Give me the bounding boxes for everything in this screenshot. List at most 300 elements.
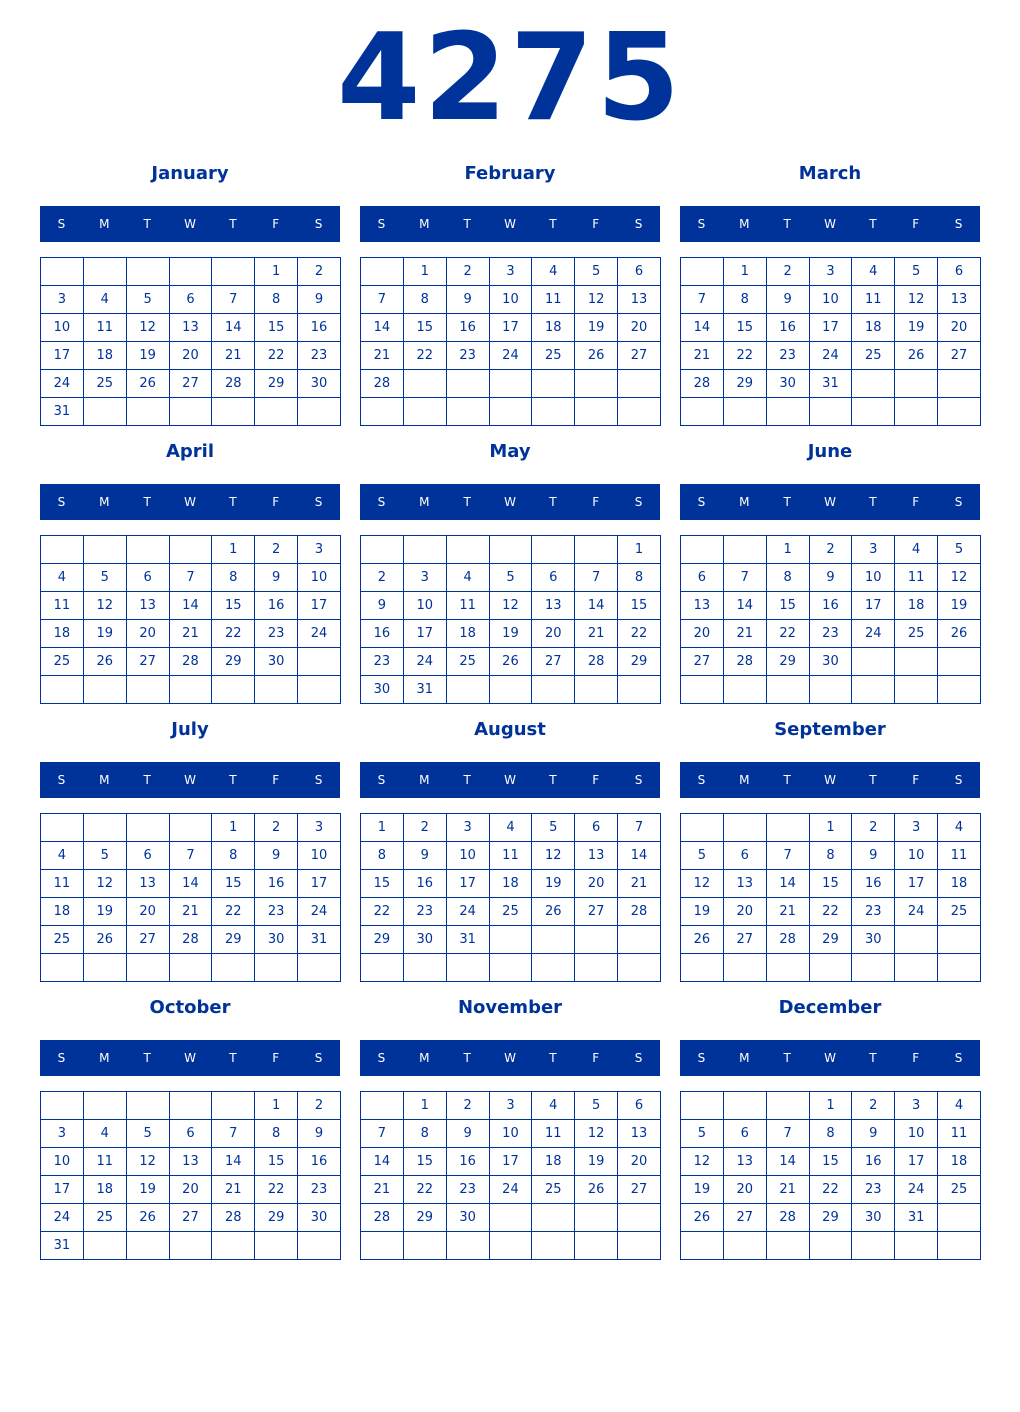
month-july bbox=[40, 716, 340, 986]
week-row bbox=[361, 1204, 661, 1232]
day-cell: 8 bbox=[255, 1120, 298, 1148]
weekday-header bbox=[360, 1040, 660, 1076]
day-grid bbox=[680, 257, 981, 426]
week-row bbox=[41, 1232, 341, 1260]
empty-cell bbox=[83, 954, 126, 982]
weekday-label: S bbox=[377, 495, 386, 509]
day-cell: 22 bbox=[255, 342, 298, 370]
empty-cell bbox=[403, 536, 446, 564]
day-cell: 11 bbox=[83, 1148, 126, 1176]
month-name: February bbox=[464, 163, 556, 184]
weekday-label: T bbox=[549, 1051, 557, 1065]
empty-cell bbox=[212, 1232, 255, 1260]
day-cell: 26 bbox=[83, 648, 126, 676]
weekday-label: T bbox=[229, 217, 237, 231]
weekday-label: S bbox=[634, 1051, 643, 1065]
day-cell: 27 bbox=[723, 926, 766, 954]
day-cell: 29 bbox=[766, 648, 809, 676]
weekday-label: S bbox=[377, 217, 386, 231]
day-cell: 12 bbox=[938, 564, 981, 592]
weekday-label: S bbox=[57, 217, 66, 231]
weekday-header bbox=[40, 762, 340, 798]
day-cell: 29 bbox=[403, 1204, 446, 1232]
month-name: December bbox=[778, 997, 882, 1018]
week-row bbox=[41, 564, 341, 592]
day-cell: 6 bbox=[723, 1120, 766, 1148]
day-cell: 30 bbox=[255, 648, 298, 676]
day-cell: 13 bbox=[618, 1120, 661, 1148]
day-cell: 28 bbox=[361, 370, 404, 398]
day-cell: 14 bbox=[169, 592, 212, 620]
empty-cell bbox=[169, 814, 212, 842]
month-name: September bbox=[774, 719, 886, 740]
week-row bbox=[681, 1176, 981, 1204]
day-cell: 6 bbox=[575, 814, 618, 842]
week-row bbox=[361, 898, 661, 926]
day-cell: 19 bbox=[126, 342, 169, 370]
day-cell: 13 bbox=[938, 286, 981, 314]
day-cell: 14 bbox=[169, 870, 212, 898]
day-cell: 10 bbox=[895, 1120, 938, 1148]
day-cell: 10 bbox=[403, 592, 446, 620]
week-row bbox=[681, 342, 981, 370]
empty-cell bbox=[169, 676, 212, 704]
empty-cell bbox=[403, 370, 446, 398]
day-cell: 27 bbox=[618, 1176, 661, 1204]
week-row bbox=[41, 620, 341, 648]
weekday-header bbox=[360, 206, 660, 242]
weekday-label: F bbox=[272, 495, 280, 509]
day-cell: 9 bbox=[255, 842, 298, 870]
day-cell: 16 bbox=[766, 314, 809, 342]
empty-cell bbox=[169, 536, 212, 564]
week-row bbox=[361, 1092, 661, 1120]
empty-cell bbox=[83, 258, 126, 286]
weekday-label: T bbox=[869, 217, 877, 231]
week-row bbox=[361, 286, 661, 314]
day-cell: 15 bbox=[361, 870, 404, 898]
day-cell: 16 bbox=[446, 314, 489, 342]
weekday-label: T bbox=[463, 217, 471, 231]
day-cell: 12 bbox=[532, 842, 575, 870]
day-cell: 20 bbox=[169, 1176, 212, 1204]
week-row bbox=[361, 926, 661, 954]
day-cell: 26 bbox=[126, 1204, 169, 1232]
week-row bbox=[41, 1204, 341, 1232]
day-cell: 27 bbox=[938, 342, 981, 370]
week-row bbox=[681, 1092, 981, 1120]
day-cell: 9 bbox=[852, 1120, 895, 1148]
day-cell: 9 bbox=[403, 842, 446, 870]
day-cell: 6 bbox=[618, 1092, 661, 1120]
week-row bbox=[681, 620, 981, 648]
day-cell: 30 bbox=[298, 1204, 341, 1232]
weekday-label: T bbox=[143, 1051, 151, 1065]
day-cell: 8 bbox=[403, 1120, 446, 1148]
empty-cell bbox=[83, 536, 126, 564]
day-cell: 10 bbox=[895, 842, 938, 870]
day-cell: 17 bbox=[489, 1148, 532, 1176]
weekday-label: S bbox=[377, 773, 386, 787]
day-cell: 31 bbox=[809, 370, 852, 398]
weekday-label: T bbox=[463, 495, 471, 509]
month-name: April bbox=[165, 441, 215, 462]
day-cell: 26 bbox=[681, 926, 724, 954]
day-grid bbox=[680, 813, 981, 982]
weekday-label: T bbox=[549, 773, 557, 787]
weekday-label: W bbox=[504, 773, 516, 787]
day-cell: 6 bbox=[618, 258, 661, 286]
weekday-header bbox=[680, 206, 980, 242]
weekday-label: T bbox=[229, 773, 237, 787]
day-cell: 12 bbox=[489, 592, 532, 620]
empty-cell bbox=[681, 398, 724, 426]
weekday-label: S bbox=[57, 1051, 66, 1065]
day-cell: 21 bbox=[681, 342, 724, 370]
month-february bbox=[360, 160, 660, 430]
day-cell: 24 bbox=[852, 620, 895, 648]
empty-cell bbox=[575, 1232, 618, 1260]
day-cell: 9 bbox=[852, 842, 895, 870]
weekday-label: F bbox=[592, 1051, 600, 1065]
day-cell: 30 bbox=[766, 370, 809, 398]
day-cell: 20 bbox=[126, 620, 169, 648]
day-cell: 16 bbox=[446, 1148, 489, 1176]
day-cell: 24 bbox=[446, 898, 489, 926]
day-cell: 14 bbox=[361, 314, 404, 342]
month-june bbox=[680, 438, 980, 708]
empty-cell bbox=[403, 954, 446, 982]
day-grid bbox=[360, 535, 661, 704]
day-cell: 29 bbox=[618, 648, 661, 676]
empty-cell bbox=[618, 1204, 661, 1232]
day-cell: 12 bbox=[126, 314, 169, 342]
weekday-label: S bbox=[954, 495, 963, 509]
day-cell: 3 bbox=[489, 1092, 532, 1120]
day-cell: 19 bbox=[575, 314, 618, 342]
empty-cell bbox=[446, 1232, 489, 1260]
week-row bbox=[41, 370, 341, 398]
weekday-label: F bbox=[912, 773, 920, 787]
empty-cell bbox=[681, 814, 724, 842]
day-cell: 18 bbox=[532, 1148, 575, 1176]
day-cell: 7 bbox=[766, 1120, 809, 1148]
empty-cell bbox=[255, 954, 298, 982]
day-cell: 12 bbox=[83, 870, 126, 898]
empty-cell bbox=[446, 536, 489, 564]
day-grid bbox=[360, 1091, 661, 1260]
day-cell: 12 bbox=[83, 592, 126, 620]
empty-cell bbox=[895, 1232, 938, 1260]
empty-cell bbox=[618, 926, 661, 954]
weekday-label: T bbox=[143, 773, 151, 787]
day-cell: 13 bbox=[618, 286, 661, 314]
day-cell: 13 bbox=[723, 870, 766, 898]
empty-cell bbox=[618, 1232, 661, 1260]
day-cell: 23 bbox=[403, 898, 446, 926]
day-cell: 7 bbox=[169, 564, 212, 592]
day-cell: 15 bbox=[809, 1148, 852, 1176]
day-cell: 23 bbox=[255, 898, 298, 926]
day-cell: 13 bbox=[126, 870, 169, 898]
day-cell: 28 bbox=[169, 648, 212, 676]
week-row bbox=[41, 954, 341, 982]
empty-cell bbox=[446, 954, 489, 982]
day-cell: 5 bbox=[681, 842, 724, 870]
day-cell: 2 bbox=[403, 814, 446, 842]
day-cell: 30 bbox=[403, 926, 446, 954]
day-cell: 18 bbox=[83, 342, 126, 370]
day-cell: 27 bbox=[575, 898, 618, 926]
empty-cell bbox=[766, 814, 809, 842]
empty-cell bbox=[361, 398, 404, 426]
empty-cell bbox=[126, 1092, 169, 1120]
day-cell: 3 bbox=[852, 536, 895, 564]
day-cell: 4 bbox=[938, 1092, 981, 1120]
day-cell: 31 bbox=[403, 676, 446, 704]
day-cell: 1 bbox=[723, 258, 766, 286]
weekday-label: S bbox=[377, 1051, 386, 1065]
weekday-label: W bbox=[824, 217, 836, 231]
empty-cell bbox=[489, 1204, 532, 1232]
day-cell: 21 bbox=[723, 620, 766, 648]
weekday-label: S bbox=[314, 1051, 323, 1065]
empty-cell bbox=[938, 1204, 981, 1232]
empty-cell bbox=[126, 1232, 169, 1260]
empty-cell bbox=[298, 648, 341, 676]
empty-cell bbox=[895, 926, 938, 954]
day-cell: 3 bbox=[403, 564, 446, 592]
day-cell: 22 bbox=[403, 1176, 446, 1204]
day-cell: 1 bbox=[618, 536, 661, 564]
day-cell: 23 bbox=[852, 898, 895, 926]
day-cell: 29 bbox=[809, 926, 852, 954]
empty-cell bbox=[681, 1092, 724, 1120]
week-row bbox=[361, 676, 661, 704]
week-row bbox=[361, 536, 661, 564]
weekday-label: M bbox=[739, 1051, 750, 1065]
day-cell: 23 bbox=[361, 648, 404, 676]
weekday-label: M bbox=[99, 217, 110, 231]
day-cell: 7 bbox=[575, 564, 618, 592]
day-cell: 16 bbox=[403, 870, 446, 898]
day-cell: 10 bbox=[852, 564, 895, 592]
day-cell: 11 bbox=[852, 286, 895, 314]
day-cell: 22 bbox=[212, 898, 255, 926]
day-cell: 20 bbox=[575, 870, 618, 898]
empty-cell bbox=[169, 1092, 212, 1120]
day-grid bbox=[680, 1091, 981, 1260]
week-row bbox=[361, 258, 661, 286]
weekday-label: F bbox=[592, 773, 600, 787]
week-row bbox=[41, 814, 341, 842]
weekday-label: F bbox=[592, 217, 600, 231]
weekday-label: S bbox=[314, 217, 323, 231]
day-cell: 23 bbox=[852, 1176, 895, 1204]
empty-cell bbox=[298, 676, 341, 704]
day-cell: 17 bbox=[298, 592, 341, 620]
month-november bbox=[360, 994, 660, 1264]
day-cell: 10 bbox=[41, 314, 84, 342]
empty-cell bbox=[361, 258, 404, 286]
empty-cell bbox=[852, 1232, 895, 1260]
week-row bbox=[41, 536, 341, 564]
week-row bbox=[681, 314, 981, 342]
day-cell: 18 bbox=[895, 592, 938, 620]
day-cell: 18 bbox=[446, 620, 489, 648]
month-august bbox=[360, 716, 660, 986]
day-cell: 18 bbox=[489, 870, 532, 898]
day-cell: 17 bbox=[41, 342, 84, 370]
day-cell: 9 bbox=[361, 592, 404, 620]
day-cell: 28 bbox=[212, 370, 255, 398]
month-name: August bbox=[474, 719, 546, 740]
day-cell: 22 bbox=[403, 342, 446, 370]
day-cell: 5 bbox=[83, 842, 126, 870]
day-cell: 18 bbox=[938, 870, 981, 898]
empty-cell bbox=[126, 676, 169, 704]
month-december bbox=[680, 994, 980, 1264]
month-march bbox=[680, 160, 980, 430]
day-cell: 8 bbox=[255, 286, 298, 314]
empty-cell bbox=[169, 258, 212, 286]
day-cell: 23 bbox=[446, 1176, 489, 1204]
weekday-header bbox=[360, 762, 660, 798]
week-row bbox=[361, 954, 661, 982]
day-cell: 2 bbox=[766, 258, 809, 286]
day-grid bbox=[40, 535, 341, 704]
day-cell: 30 bbox=[361, 676, 404, 704]
day-cell: 4 bbox=[532, 1092, 575, 1120]
weekday-label: S bbox=[954, 217, 963, 231]
week-row bbox=[361, 398, 661, 426]
day-cell: 25 bbox=[83, 370, 126, 398]
day-cell: 28 bbox=[766, 1204, 809, 1232]
month-name: July bbox=[171, 719, 209, 740]
week-row bbox=[681, 370, 981, 398]
day-cell: 12 bbox=[126, 1148, 169, 1176]
day-cell: 7 bbox=[361, 1120, 404, 1148]
week-row bbox=[361, 842, 661, 870]
day-cell: 20 bbox=[938, 314, 981, 342]
day-cell: 8 bbox=[809, 842, 852, 870]
day-cell: 21 bbox=[766, 898, 809, 926]
week-row bbox=[41, 1120, 341, 1148]
empty-cell bbox=[212, 398, 255, 426]
day-cell: 14 bbox=[618, 842, 661, 870]
day-cell: 5 bbox=[126, 286, 169, 314]
weekday-label: S bbox=[954, 773, 963, 787]
day-cell: 14 bbox=[212, 1148, 255, 1176]
empty-cell bbox=[575, 1204, 618, 1232]
day-cell: 29 bbox=[212, 648, 255, 676]
week-row bbox=[361, 814, 661, 842]
month-name: May bbox=[489, 441, 531, 462]
day-cell: 14 bbox=[361, 1148, 404, 1176]
empty-cell bbox=[532, 954, 575, 982]
weekday-label: S bbox=[697, 217, 706, 231]
empty-cell bbox=[618, 370, 661, 398]
week-row bbox=[41, 1176, 341, 1204]
weekday-label: T bbox=[869, 495, 877, 509]
day-cell: 18 bbox=[532, 314, 575, 342]
month-january bbox=[40, 160, 340, 430]
day-cell: 18 bbox=[938, 1148, 981, 1176]
day-cell: 9 bbox=[298, 286, 341, 314]
day-cell: 28 bbox=[681, 370, 724, 398]
empty-cell bbox=[895, 370, 938, 398]
empty-cell bbox=[938, 398, 981, 426]
weekday-label: M bbox=[739, 217, 750, 231]
day-cell: 15 bbox=[212, 870, 255, 898]
day-cell: 16 bbox=[298, 314, 341, 342]
empty-cell bbox=[446, 676, 489, 704]
day-cell: 13 bbox=[126, 592, 169, 620]
empty-cell bbox=[895, 398, 938, 426]
day-cell: 12 bbox=[575, 1120, 618, 1148]
week-row bbox=[41, 592, 341, 620]
empty-cell bbox=[403, 398, 446, 426]
empty-cell bbox=[41, 1092, 84, 1120]
day-cell: 8 bbox=[766, 564, 809, 592]
day-cell: 17 bbox=[852, 592, 895, 620]
empty-cell bbox=[723, 536, 766, 564]
day-cell: 10 bbox=[489, 286, 532, 314]
weekday-label: W bbox=[504, 495, 516, 509]
day-cell: 31 bbox=[41, 1232, 84, 1260]
week-row bbox=[681, 592, 981, 620]
weekday-header bbox=[40, 1040, 340, 1076]
empty-cell bbox=[126, 814, 169, 842]
empty-cell bbox=[766, 398, 809, 426]
empty-cell bbox=[255, 676, 298, 704]
day-cell: 4 bbox=[532, 258, 575, 286]
day-cell: 2 bbox=[809, 536, 852, 564]
day-cell: 21 bbox=[766, 1176, 809, 1204]
weekday-label: F bbox=[272, 1051, 280, 1065]
day-cell: 13 bbox=[169, 1148, 212, 1176]
day-cell: 21 bbox=[212, 342, 255, 370]
empty-cell bbox=[618, 398, 661, 426]
day-cell: 6 bbox=[169, 286, 212, 314]
weekday-label: T bbox=[783, 495, 791, 509]
day-cell: 8 bbox=[212, 842, 255, 870]
empty-cell bbox=[83, 676, 126, 704]
weekday-label: T bbox=[143, 217, 151, 231]
empty-cell bbox=[83, 1092, 126, 1120]
day-cell: 11 bbox=[938, 842, 981, 870]
day-cell: 9 bbox=[446, 286, 489, 314]
week-row bbox=[361, 564, 661, 592]
day-cell: 29 bbox=[255, 370, 298, 398]
week-row bbox=[681, 1120, 981, 1148]
day-cell: 24 bbox=[809, 342, 852, 370]
empty-cell bbox=[681, 536, 724, 564]
empty-cell bbox=[575, 954, 618, 982]
day-cell: 11 bbox=[41, 592, 84, 620]
empty-cell bbox=[938, 954, 981, 982]
day-cell: 24 bbox=[895, 898, 938, 926]
weekday-label: W bbox=[184, 773, 196, 787]
day-cell: 22 bbox=[255, 1176, 298, 1204]
week-row bbox=[41, 314, 341, 342]
empty-cell bbox=[938, 370, 981, 398]
empty-cell bbox=[938, 1232, 981, 1260]
empty-cell bbox=[361, 536, 404, 564]
week-row bbox=[681, 1148, 981, 1176]
week-row bbox=[681, 926, 981, 954]
weekday-label: S bbox=[634, 773, 643, 787]
